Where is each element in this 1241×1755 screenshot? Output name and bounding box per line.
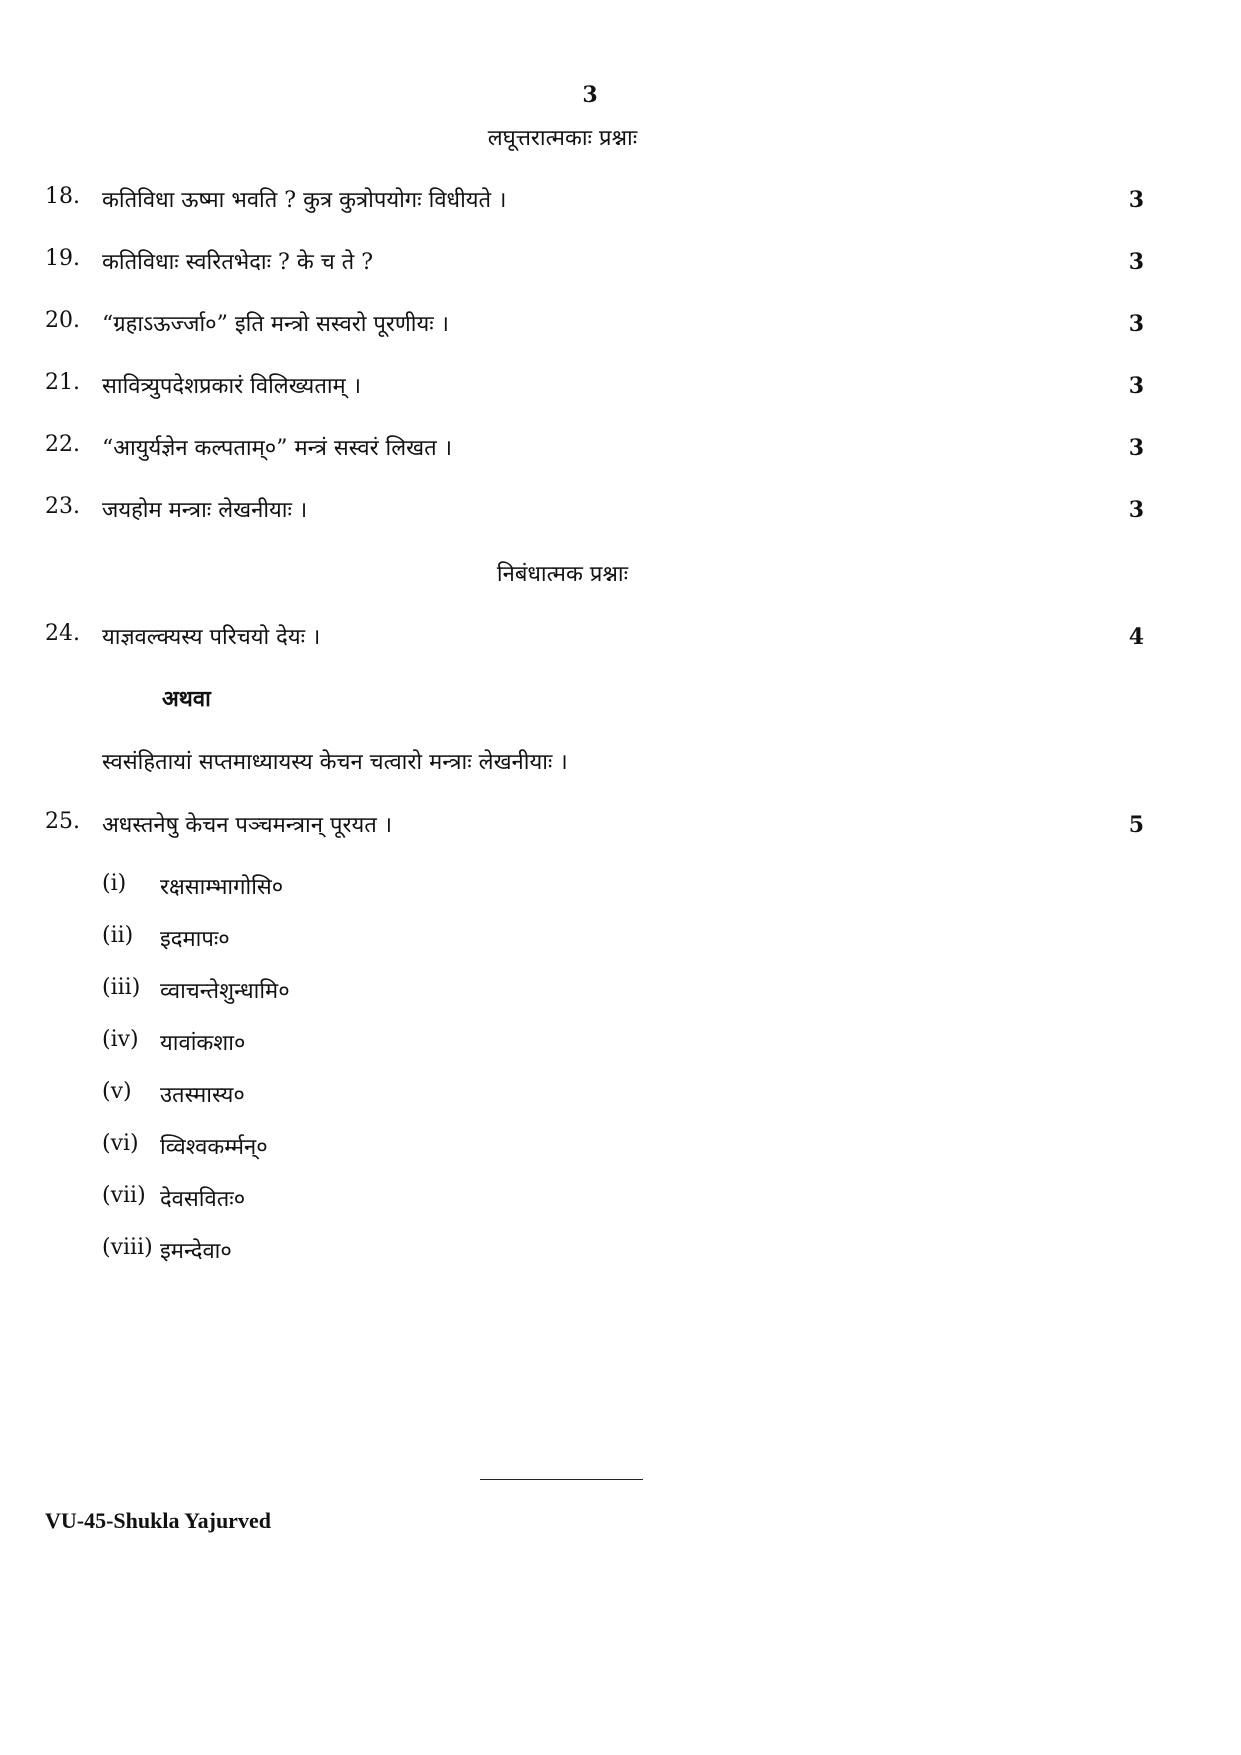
item-number: (viii) <box>102 1235 153 1260</box>
question-marks: 3 <box>1128 311 1144 337</box>
question-number: 23. <box>45 494 80 519</box>
question-text: जयहोम मन्त्राः लेखनीयाः । <box>102 498 308 523</box>
question-marks: 3 <box>1128 373 1144 399</box>
question-marks: 3 <box>1128 249 1144 275</box>
page-number: 3 <box>582 82 598 108</box>
end-divider <box>480 1479 643 1480</box>
question-number: 18. <box>45 184 80 209</box>
question-text: कतिविधा ऊष्मा भवति ? कुत्र कुत्रोपयोगः विधीयते । <box>102 188 507 213</box>
item-text: उतस्मास्य० <box>160 1083 245 1108</box>
question-text: “ग्रहाऽऊर्ज्जा०” इति मन्त्रो सस्वरो पूरणीयः । <box>102 312 450 337</box>
item-text: व्वाचन्तेशुन्धामि० <box>160 979 290 1004</box>
item-number: (iii) <box>102 975 141 1000</box>
item-text: इमन्देवा० <box>160 1239 232 1264</box>
item-number: (iv) <box>102 1027 139 1052</box>
item-number: (v) <box>102 1079 132 1104</box>
item-text: इदमापः० <box>160 927 230 952</box>
item-number: (vi) <box>102 1131 139 1156</box>
question-marks: 3 <box>1128 187 1144 213</box>
section-heading-short-answer: लघूत्तरात्मकाः प्रश्नाः <box>487 126 638 151</box>
item-number: (ii) <box>102 923 134 948</box>
section-heading-essay: निबंधात्मक प्रश्नाः <box>496 562 629 587</box>
question-number: 20. <box>45 308 80 333</box>
question-text: “आयुर्यज्ञेन कल्पताम्०” मन्त्रं सस्वरं लिखत । <box>102 436 453 461</box>
question-text: याज्ञवल्क्यस्य परिचयो देयः । <box>102 625 321 650</box>
question-24-alternative: स्वसंहितायां सप्तमाध्यायस्य केचन चत्वारो मन्त्राः लेखनीयाः । <box>102 750 568 775</box>
question-number: 21. <box>45 370 80 395</box>
item-text: देवसवितः० <box>160 1187 246 1212</box>
item-number: (vii) <box>102 1183 146 1208</box>
question-text: कतिविधाः स्वरितभेदाः ? के च ते ? <box>102 250 374 275</box>
or-label: अथवा <box>162 686 211 712</box>
question-marks: 3 <box>1128 435 1144 461</box>
item-text: यावांकशा० <box>160 1031 246 1056</box>
question-number: 19. <box>45 246 80 271</box>
item-text: व्विश्वकर्म्मन्० <box>160 1135 268 1160</box>
question-text: सावित्र्युपदेशप्रकारं विलिख्यताम् । <box>102 374 362 399</box>
question-text: अधस्तनेषु केचन पञ्चमन्त्रान् पूरयत । <box>102 813 393 838</box>
question-marks: 5 <box>1128 812 1144 838</box>
paper-code-footer: VU-45-Shukla Yajurved <box>45 1508 271 1533</box>
item-number: (i) <box>102 871 127 896</box>
question-number: 24. <box>45 621 80 646</box>
question-number: 25. <box>45 809 80 834</box>
question-number: 22. <box>45 432 80 457</box>
item-text: रक्षसाम्भागोसि० <box>160 875 284 900</box>
question-marks: 4 <box>1128 624 1144 650</box>
question-marks: 3 <box>1128 497 1144 523</box>
